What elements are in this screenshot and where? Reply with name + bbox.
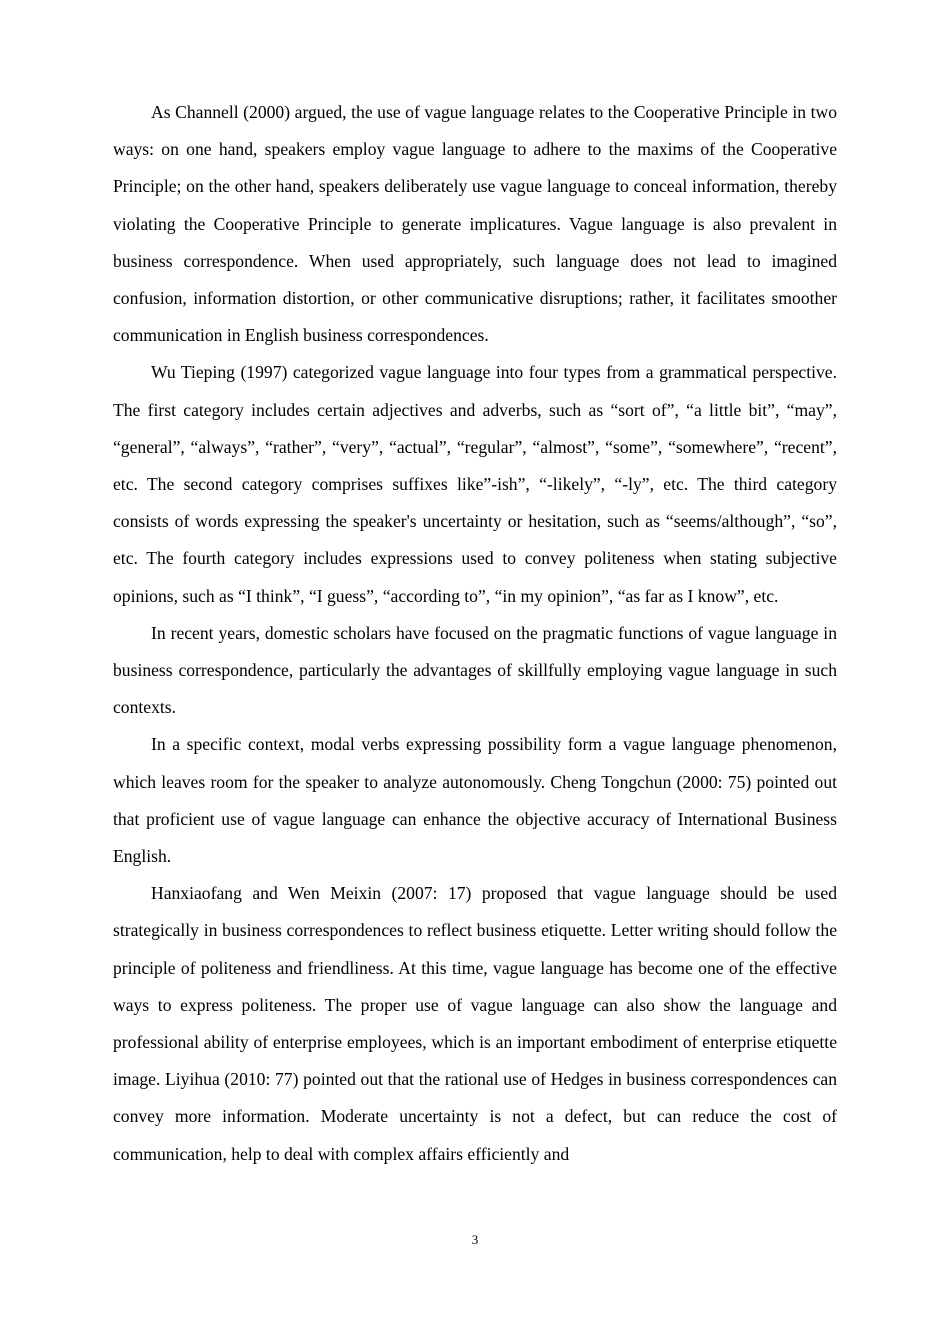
paragraph-channell: As Channell (2000) argued, the use of vague language relates to the Cooperative Principle in two ways: on one hand, speakers employ vague language to adhere to the maxims of the Cooperative Principle; on the other hand, speakers deliberately use vague language to conceal information, thereby violating the Cooperative Principle to generate implicatures. Vague language is also prevalent in business correspondence. When used appropriately, such language does not lead to imagined confusion, information distortion, or other communicative disruptions; rather, it facilitates smoother communication in English business correspondences. xyxy=(113,102,837,346)
paragraph-wu-tieping: Wu Tieping (1997) categorized vague language into four types from a grammatical perspective. The first category includes certain adjectives and adverbs, such as “sort of”, “a little bit”, “may”, “general”, “always”, “rather”, “very”, “actual”, “regular”, “almost”, “some”, “somewhere”, “recent”, etc. The second category comprises suffixes like”-ish”, “-likely”, “-ly”, etc. The third category consists of words expressing the speaker's uncertainty or hesitation, such as “seems/although”, “so”, etc. The fourth category includes expressions used to convey politeness when stating subjective opinions, such as “I think”, “I guess”, “according to”, “in my opinion”, “as far as I know”, etc. xyxy=(113,362,837,606)
document-body xyxy=(113,94,837,1173)
paragraph-domestic-scholars: In recent years, domestic scholars have focused on the pragmatic functions of vague language in business correspondence, particularly the advantages of skillfully employing vague language in such contexts. xyxy=(113,622,837,718)
paragraph-modal-verbs: In a specific context, modal verbs expressing possibility form a vague language phenomenon, which leaves room for the speaker to analyze autonomously. Cheng Tongchun (2000: 75) pointed out that proficient use of vague language can enhance the objective accuracy of International Business English. xyxy=(113,734,837,867)
paragraph-hanxiaofang: Hanxiaofang and Wen Meixin (2007: 17) proposed that vague language should be used strategically in business correspondences to reflect business etiquette. Letter writing should follow the principle of politeness and friendliness. At this time, vague language has become one of the effective ways to express politeness. The proper use of vague language can also show the language and professional ability of enterprise employees, which is an important embodiment of enterprise etiquette image. Liyihua (2010: 77) pointed out that the rational use of Hedges in business correspondences can convey more information. Moderate uncertainty is not a defect, but can reduce the cost of communication, help to deal with complex affairs efficiently and xyxy=(113,883,837,1164)
page-number: 3 xyxy=(471,1232,479,1247)
